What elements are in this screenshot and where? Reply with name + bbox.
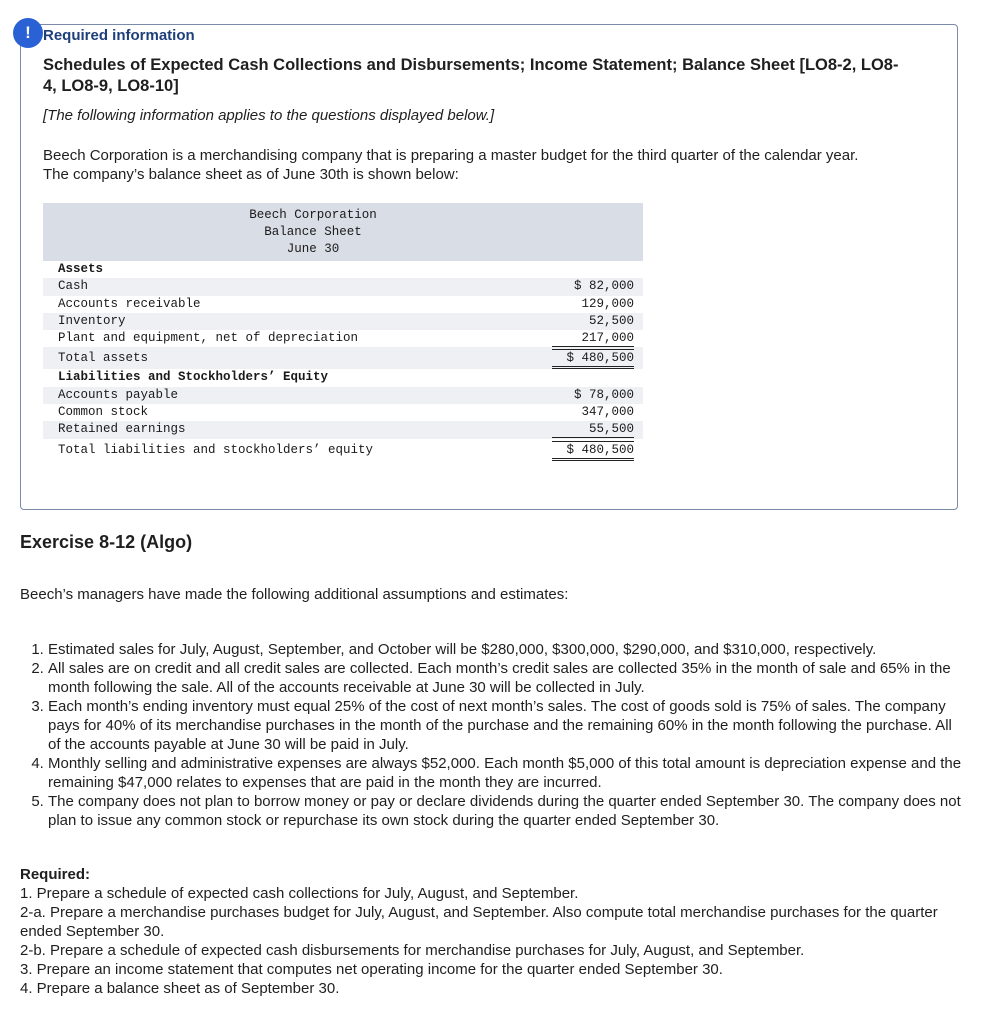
row-amount: $ 480,500 [552,349,634,369]
assets-heading-row [43,261,643,278]
required-information-title: Required information [43,27,195,44]
required-item: 4. Prepare a balance sheet as of September 30. [20,980,340,997]
info-note: [The following information applies to the questions displayed below.] [43,107,495,124]
required-item: 1. Prepare a schedule of expected cash collections for July, August, and September. [20,885,579,902]
required-item: 2-b. Prepare a schedule of expected cash disbursements for merchandise purchases for July, August, and September. [20,942,805,959]
table-row [43,278,643,295]
row-amount: 217,000 [552,330,634,347]
row-label: Cash [58,279,89,294]
table-row [43,330,643,347]
statement-title: Balance Sheet [264,225,362,239]
row-label: Common stock [58,405,149,420]
list-item: 3. Each month’s ending inventory must equal 25% of the cost of next month’s sales. The cost of goods sold is 75% of sales. The company pays for 40% of its merchandise purchases in the month of the purchase and the remaining 60% in the month following the purchase. All of the accounts payable at June 30 will be paid in July. [48,697,965,754]
row-label: Total assets [58,351,149,366]
section-heading: Schedules of Expected Cash Collections and Disbursements; Income Statement; Balance Sheet [LO8-2, LO8-4, LO8-9, LO8-10] [43,56,899,95]
row-amount: 52,500 [588,313,634,328]
table-row [43,404,643,421]
alert-icon: ! [13,18,43,48]
liabilities-heading-row [43,369,643,386]
table-row [43,296,643,313]
row-label: Inventory [58,313,126,328]
row-label: Retained earnings [58,422,186,437]
total-liabilities-row [43,439,643,461]
statement-date: June 30 [286,242,340,256]
row-amount: $ 82,000 [573,279,634,294]
row-label: Accounts receivable [58,296,201,311]
company-name: Beech Corporation [249,208,377,222]
assumptions-intro: Beech’s managers have made the following additional assumptions and estimates: [20,586,569,603]
exercise-title: Exercise 8-12 (Algo) [20,532,193,552]
row-amount: $ 78,000 [573,387,634,402]
assumptions-list [20,640,965,830]
row-label: Accounts payable [58,387,179,402]
required-item: 2-a. Prepare a merchandise purchases budget for July, August, and September. Also compute total merchandise purchases for the quarter ended September 30. [20,904,938,940]
row-amount: 129,000 [581,296,634,311]
table-row [43,313,643,330]
list-item: 5. The company does not plan to borrow money or pay or declare dividends during the quarter ended September 30. The company does not plan to issue any common stock or repurchase its own stock during the quarter ended September 30. [48,792,965,830]
required-section [20,865,950,998]
table-row [43,421,643,438]
row-label: Total liabilities and stockholders’ equity [58,442,374,457]
list-item: 2. All sales are on credit and all credit sales are collected. Each month’s credit sales are collected 35% in the month of sale and 65% in the month following the sale. All of the accounts receivable at June 30 will be collected in July. [48,659,965,697]
intro-paragraph: Beech Corporation is a merchandising company that is preparing a master budget for the third quarter of the calendar year. The company’s balance sheet as of June 30th is shown below: [43,147,859,183]
row-amount: 55,500 [552,421,634,438]
list-item: 1. Estimated sales for July, August, September, and October will be $280,000, $300,000, $290,000, and $310,000, respectively. [48,640,965,659]
table-row [43,387,643,404]
total-assets-row [43,347,643,369]
required-title: Required: [20,866,91,883]
row-label: Plant and equipment, net of depreciation [58,331,359,346]
liabilities-heading: Liabilities and Stockholders’ Equity [58,370,329,385]
balance-sheet-table [43,203,643,461]
balance-sheet-header [43,203,643,261]
required-item: 3. Prepare an income statement that computes net operating income for the quarter ended September 30. [20,961,723,978]
assets-heading: Assets [58,262,104,276]
row-amount: 347,000 [581,405,634,420]
row-amount: $ 480,500 [552,441,634,461]
list-item: 4. Monthly selling and administrative expenses are always $52,000. Each month $5,000 of this total amount is depreciation expense and the remaining $47,000 relates to expenses that are paid in the month they are incurred. [48,754,965,792]
